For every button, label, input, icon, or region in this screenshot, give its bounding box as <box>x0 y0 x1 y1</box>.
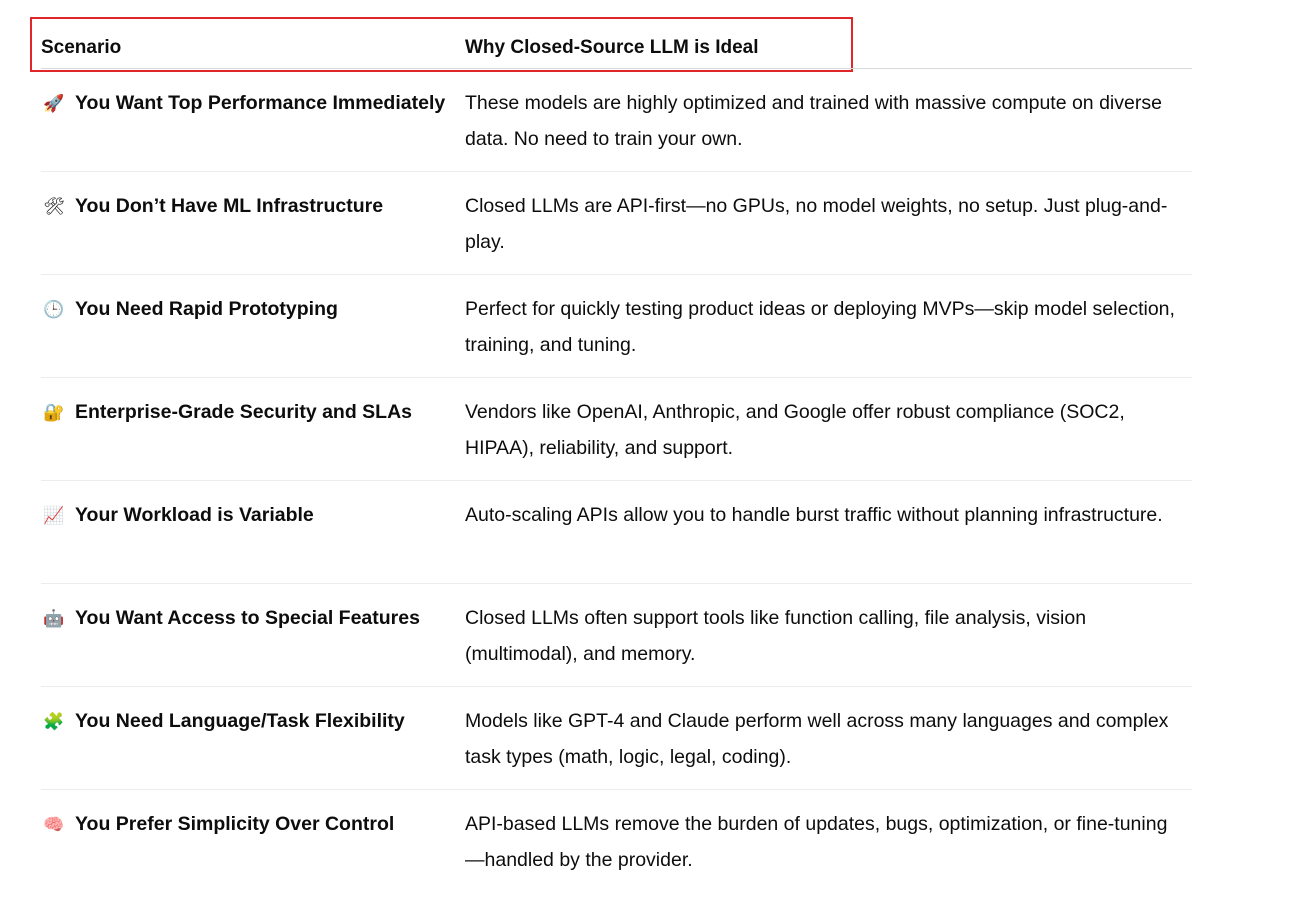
table-row <box>41 172 1192 275</box>
scenario-cell <box>41 172 465 274</box>
scenario-cell <box>41 69 465 171</box>
table-row <box>41 790 1192 892</box>
robot-icon: 🤖 <box>43 609 65 628</box>
scenario-cell <box>41 790 465 892</box>
table-row <box>41 687 1192 790</box>
scenario-cell <box>41 378 465 480</box>
scenario-cell <box>41 481 465 583</box>
scenario-cell <box>41 275 465 377</box>
header-scenario: Scenario <box>41 37 122 58</box>
clock-icon: 🕒 <box>43 300 65 319</box>
reason-cell: Vendors like OpenAI, Anthropic, and Google offer robust compliance (SOC2, HIPAA), reliability, and support. <box>465 401 1125 459</box>
rocket-icon: 🚀 <box>43 94 65 113</box>
reason-cell: Models like GPT-4 and Claude perform well across many languages and complex task types (math, logic, legal, coding). <box>465 710 1169 768</box>
reason-cell: Auto-scaling APIs allow you to handle burst traffic without planning infrastructure. <box>465 504 1163 526</box>
reason-cell: These models are highly optimized and trained with massive compute on diverse data. No need to train your own. <box>465 92 1162 150</box>
table-row <box>41 378 1192 481</box>
table-row <box>41 275 1192 378</box>
scenario-text: You Don’t Have ML Infrastructure <box>75 195 384 217</box>
header-why: Why Closed-Source LLM is Ideal <box>465 37 759 58</box>
scenario-text: You Need Rapid Prototyping <box>75 298 338 320</box>
scenario-cell <box>41 687 465 789</box>
puzzle-icon: 🧩 <box>43 712 65 731</box>
scenario-text: Your Workload is Variable <box>75 504 314 526</box>
lock-icon: 🔐 <box>43 403 65 422</box>
brain-icon: 🧠 <box>43 815 65 834</box>
scenario-text: Enterprise-Grade Security and SLAs <box>75 401 413 423</box>
scenario-text: You Prefer Simplicity Over Control <box>75 813 395 835</box>
reason-cell: Closed LLMs often support tools like function calling, file analysis, vision (multimodal), and memory. <box>465 607 1087 665</box>
table-row <box>41 481 1192 584</box>
table-row <box>41 584 1192 687</box>
reason-cell: Closed LLMs are API-first—no GPUs, no model weights, no setup. Just plug-and-play. <box>465 195 1168 253</box>
reason-cell: Perfect for quickly testing product ideas or deploying MVPs—skip model selection, training, and tuning. <box>465 298 1175 356</box>
chart-increasing-icon: 📈 <box>43 506 65 525</box>
scenario-text: You Want Top Performance Immediately <box>75 92 446 114</box>
comparison-table <box>41 28 1192 892</box>
scenario-cell <box>41 584 465 686</box>
table-row <box>41 69 1192 172</box>
reason-cell: API-based LLMs remove the burden of updates, bugs, optimization, or fine-tuning—handled by the provider. <box>465 813 1168 871</box>
table-header <box>41 28 1192 69</box>
tools-icon: 🛠 <box>43 197 65 216</box>
scenario-text: You Want Access to Special Features <box>75 607 420 629</box>
scenario-text: You Need Language/Task Flexibility <box>75 710 405 732</box>
